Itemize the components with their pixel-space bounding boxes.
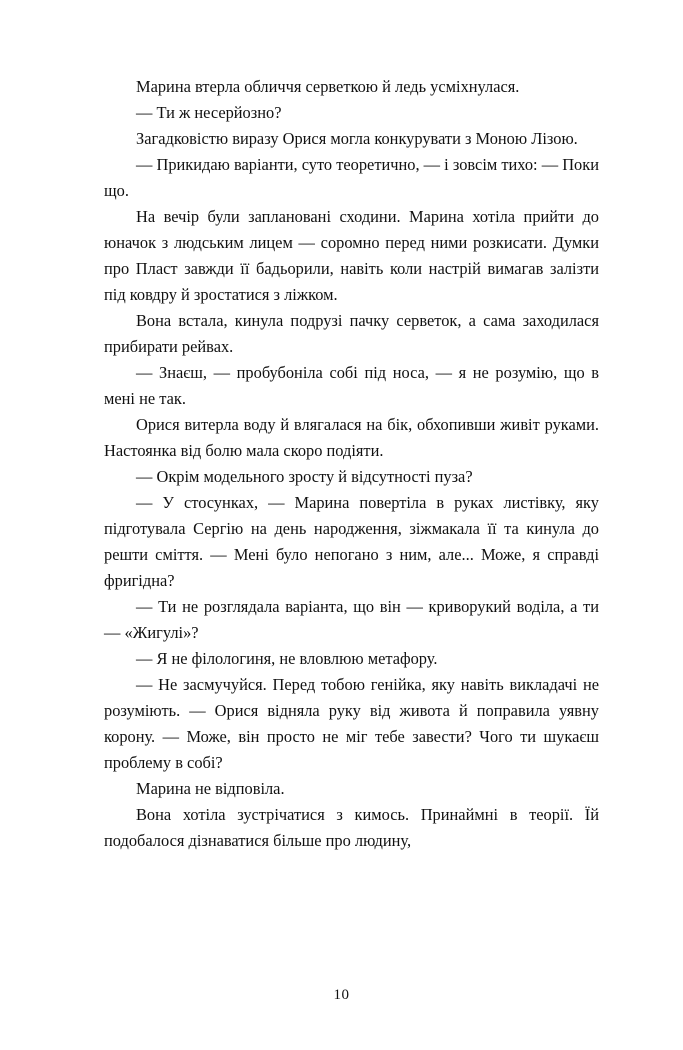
paragraph: Вона встала, кинула подрузі пачку серветок, а сама заходилася прибирати рейвах. [104,311,599,356]
paragraph: Марина не відповіла. [136,779,285,798]
paragraph: — Знаєш, — пробубоніла собі під носа, — я не розумію, що в мені не так. [104,363,599,408]
paragraph: — Ти ж несерйозно? [136,103,282,122]
paragraph: — Прикидаю варіанти, суто теоретично, — і зовсім тихо: — Поки що. [104,155,599,200]
paragraph: — Я не філологиня, не вловлюю метафору. [136,649,438,668]
paragraph: На вечір були заплановані сходини. Марина хотіла прийти до юначок з людським лицем — соромно перед ними розкисати. Думки про Пласт завжди її бадьорили, навіть коли настрій вимагав залізти під ковдру й зростатися з ліжком. [104,207,599,304]
paragraph: — Окрім модельного зросту й відсутності пуза? [136,467,473,486]
paragraph: Вона хотіла зустрічатися з кимось. Принаймні в теорії. Їй подобалося дізнаватися більше про людину, [104,805,599,850]
paragraph: — У стосунках, — Марина повертіла в руках листівку, яку підготувала Сергію на день народження, зіжмакала її та кинула до решти сміття. — Мені було непогано з ним, але... Може, я справді фригідна? [104,493,599,590]
paragraph: — Не засмучуйся. Перед тобою генійка, яку навіть викладачі не розуміють. — Орися відняла руку від живота й поправила уявну корону. — Може, він просто не міг тебе завести? Чого ти шукаєш проблему в собі? [104,675,599,772]
paragraph: Орися витерла воду й влягалася на бік, обхопивши живіт руками. Настоянка від болю мала скоро подіяти. [104,415,599,460]
paragraph: Загадковістю виразу Орися могла конкурувати з Моною Лізою. [136,129,578,148]
paragraph: — Ти не розглядала варіанта, що він — криворукий воділа, а ти — «Жигулі»? [104,597,599,642]
paragraph: Марина втерла обличчя серветкою й ледь усміхнулася. [136,77,520,96]
page-number: 10 [333,987,350,1003]
page-body [104,74,599,854]
